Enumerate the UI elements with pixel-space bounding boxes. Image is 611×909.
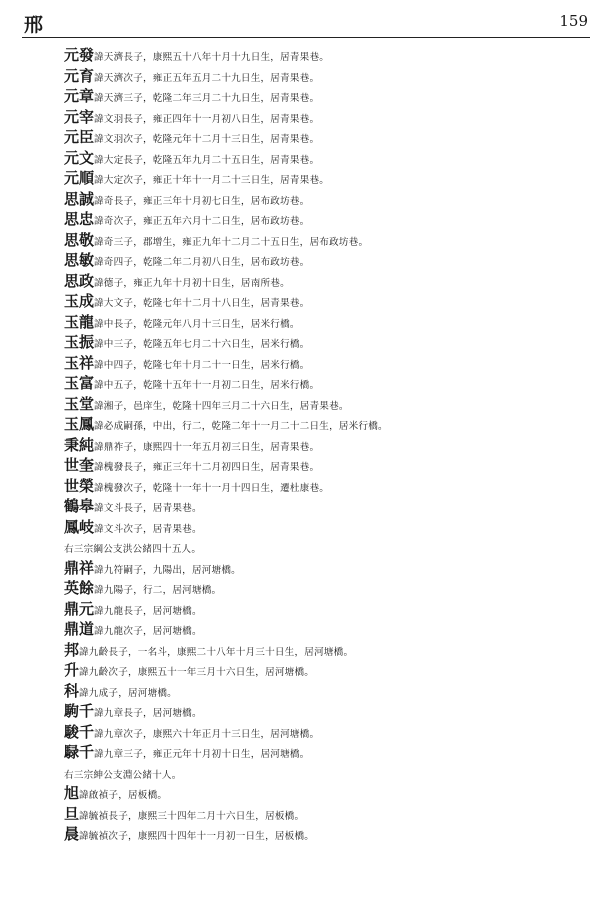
- entry-name: 玉成: [64, 292, 95, 310]
- entry-name: 玉堂: [64, 394, 95, 413]
- entry-description: 諱大文子，乾隆七年十二月十八日生，居青果巷。: [94, 298, 310, 309]
- header-divider: [22, 37, 590, 38]
- genealogy-entry: [64, 660, 594, 681]
- entry-name: 元臣: [64, 128, 95, 146]
- entry-name: 元章: [64, 87, 95, 105]
- entry-description: 諱九齡次子，康熙五十一年三月十六日生，居河塘橋。: [79, 667, 315, 678]
- entry-name: 玉振: [64, 333, 95, 351]
- entry-name: 玉鳳: [64, 415, 95, 433]
- entry-name: 鼎祥: [64, 558, 95, 577]
- genealogy-entry: [64, 640, 594, 661]
- entry-description: 諱大定長子，乾隆五年九月二十五日生，居青果巷。: [94, 154, 320, 166]
- genealogy-entry: [64, 496, 594, 517]
- entry-name: 鶴皋: [64, 497, 95, 515]
- entry-description: 諱文斗次子，居青果巷。: [94, 523, 202, 535]
- page-title: 邢: [24, 14, 45, 36]
- genealogy-entry: [64, 373, 594, 394]
- genealogy-entry: [64, 168, 594, 189]
- genealogy-entry: [64, 619, 594, 640]
- branch-summary: [64, 537, 594, 558]
- genealogy-entry: [64, 742, 594, 763]
- entry-description: 諱槐發長子，雍正三年十二月初四日生，居青果巷。: [94, 462, 320, 473]
- genealogy-entry: [64, 312, 594, 333]
- entry-name: 旦: [64, 804, 80, 823]
- entry-description: 諱文羽次子，乾隆元年十二月十三日生，居青果巷。: [94, 134, 320, 145]
- entry-description: 諱奇次子，雍正五年六月十二日生，居布政坊巷。: [94, 216, 310, 227]
- entry-name: 元發: [64, 46, 95, 64]
- genealogy-entry: [64, 107, 594, 128]
- genealogy-entry: [64, 66, 594, 87]
- genealogy-entry: [64, 209, 594, 230]
- entry-name: 思敏: [64, 251, 95, 269]
- entry-description: 諱九龍長子，居河塘橋。: [94, 605, 202, 617]
- entry-description: 諱九章次子，康熙六十年正月十三日生，居河塘橋。: [94, 728, 320, 740]
- genealogy-entry: [64, 701, 594, 722]
- genealogy-entry: [64, 291, 594, 312]
- genealogy-entry: [64, 824, 594, 845]
- branch-summary: [64, 763, 594, 784]
- genealogy-entry: [64, 230, 594, 251]
- entry-name: 鼎道: [64, 620, 95, 638]
- genealogy-entry: [64, 394, 594, 415]
- entry-description: 諱九齡長子，一名斗，康熙二十八年十月三十日生，居河塘橋。: [79, 646, 354, 658]
- entry-list: [64, 45, 594, 845]
- genealogy-entry: [64, 476, 594, 497]
- entry-name: 騄千: [64, 743, 95, 761]
- genealogy-entry: [64, 681, 594, 702]
- entry-description: 諱九成子，居河塘橋。: [79, 687, 177, 699]
- genealogy-entry: [64, 148, 594, 169]
- entry-name: 思誠: [64, 189, 95, 208]
- genealogy-entry: [64, 722, 594, 743]
- entry-description: 諱啟禎子，居板橋。: [79, 790, 168, 801]
- summary-text: 右三宗紳公支淵公緒十人。: [64, 769, 182, 781]
- entry-description: 諱鼎祚子，康熙四十一年五月初三日生，居青果巷。: [94, 441, 320, 453]
- genealogy-entry: [64, 414, 594, 435]
- entry-name: 世奎: [64, 456, 95, 474]
- entry-name: 思政: [64, 271, 95, 290]
- entry-name: 玉富: [64, 374, 95, 392]
- entry-description: 諱文羽長子，雍正四年十一月初八日生，居青果巷。: [94, 113, 320, 125]
- genealogy-entry: [64, 599, 594, 620]
- page-header: [22, 10, 590, 38]
- genealogy-entry: [64, 271, 594, 292]
- entry-description: 諱毓禎長子，康熙三十四年二月十六日生，居板橋。: [79, 810, 305, 822]
- genealogy-entry: [64, 45, 594, 66]
- entry-description: 諱中五子，乾隆十五年十一月初二日生，居米行橋。: [94, 380, 320, 391]
- entry-description: 諱九陽子，行二，居河塘橋。: [94, 585, 222, 596]
- genealogy-entry: [64, 127, 594, 148]
- entry-name: 駒千: [64, 702, 95, 720]
- summary-text: 右三宗綱公支洪公緒四十五人。: [64, 544, 202, 555]
- entry-name: 玉龍: [64, 312, 95, 331]
- genealogy-entry: [64, 455, 594, 476]
- entry-description: 諱中三子，乾隆五年七月二十六日生，居米行橋。: [94, 339, 310, 350]
- entry-name: 升: [64, 661, 80, 679]
- entry-description: 諱槐發次子，乾隆十一年十一月十四日生，遷杜康巷。: [94, 482, 330, 494]
- genealogy-entry: [64, 578, 594, 599]
- genealogy-entry: [64, 517, 594, 538]
- entry-name: 鳳岐: [64, 517, 95, 536]
- entry-description: 諱天濟三子，乾隆二年三月二十九日生，居青果巷。: [94, 93, 320, 104]
- entry-description: 諱奇四子，乾隆二年二月初八日生，居布政坊巷。: [94, 257, 310, 268]
- entry-description: 諱中四子，乾隆七年十月二十一日生，居米行橋。: [94, 359, 310, 371]
- genealogy-entry: [64, 332, 594, 353]
- page-number: 159: [559, 12, 588, 30]
- entry-name: 鼎元: [64, 599, 95, 618]
- entry-name: 思敬: [64, 230, 95, 249]
- genealogy-entry: [64, 250, 594, 271]
- entry-description: 諱九章長子，居河塘橋。: [94, 708, 202, 719]
- genealogy-entry: [64, 353, 594, 374]
- entry-name: 玉祥: [64, 353, 95, 372]
- entry-name: 科: [64, 681, 80, 700]
- entry-description: 諱九符嗣子，九陽出，居河塘橋。: [94, 564, 241, 576]
- genealogy-entry: [64, 558, 594, 579]
- genealogy-entry: [64, 804, 594, 825]
- entry-description: 諱毓禎次子，康熙四十四年十一月初一日生，居板橋。: [79, 831, 315, 842]
- entry-description: 諱奇三子，郡增生，雍正九年十二月二十五日生，居布政坊巷。: [94, 236, 369, 248]
- entry-description: 諱天濟次子，雍正五年五月二十九日生，居青果巷。: [94, 72, 320, 84]
- entry-description: 諱九章三子，雍正元年十月初十日生，居河塘橋。: [94, 749, 310, 760]
- entry-description: 諱德子，雍正九年十月初十日生，居南所巷。: [94, 277, 290, 289]
- entry-description: 諱文斗長子，居青果巷。: [94, 503, 202, 514]
- entry-description: 諱天濟長子，康熙五十八年十月十九日生，居青果巷。: [94, 52, 330, 63]
- entry-name: 思忠: [64, 210, 95, 228]
- entry-name: 元宰: [64, 107, 95, 126]
- genealogy-entry: [64, 435, 594, 456]
- entry-name: 元文: [64, 148, 95, 167]
- entry-name: 旭: [64, 784, 80, 802]
- entry-description: 諱奇長子，雍正三年十月初七日生，居布政坊巷。: [94, 195, 310, 207]
- genealogy-entry: [64, 86, 594, 107]
- genealogy-entry: [64, 189, 594, 210]
- entry-description: 諱湘子，邑庠生，乾隆十四年三月二十六日生，居青果巷。: [94, 400, 349, 412]
- entry-name: 世榮: [64, 476, 95, 495]
- entry-name: 秉純: [64, 435, 95, 454]
- entry-name: 晨: [64, 825, 80, 843]
- entry-name: 邦: [64, 640, 80, 659]
- genealogy-entry: [64, 783, 594, 804]
- entry-description: 諱中長子，乾隆元年八月十三日生，居米行橋。: [94, 318, 300, 330]
- entry-description: 諱九龍次子，居河塘橋。: [94, 626, 202, 637]
- entry-name: 駿千: [64, 722, 95, 741]
- entry-description: 諱必成嗣孫，中出，行二，乾隆二年十一月二十二日生，居米行橋。: [94, 421, 388, 432]
- entry-description: 諱大定次子，雍正十年十一月二十三日生，居青果巷。: [94, 175, 330, 186]
- entry-name: 元順: [64, 169, 95, 187]
- entry-name: 英餘: [64, 579, 95, 597]
- entry-name: 元育: [64, 66, 95, 85]
